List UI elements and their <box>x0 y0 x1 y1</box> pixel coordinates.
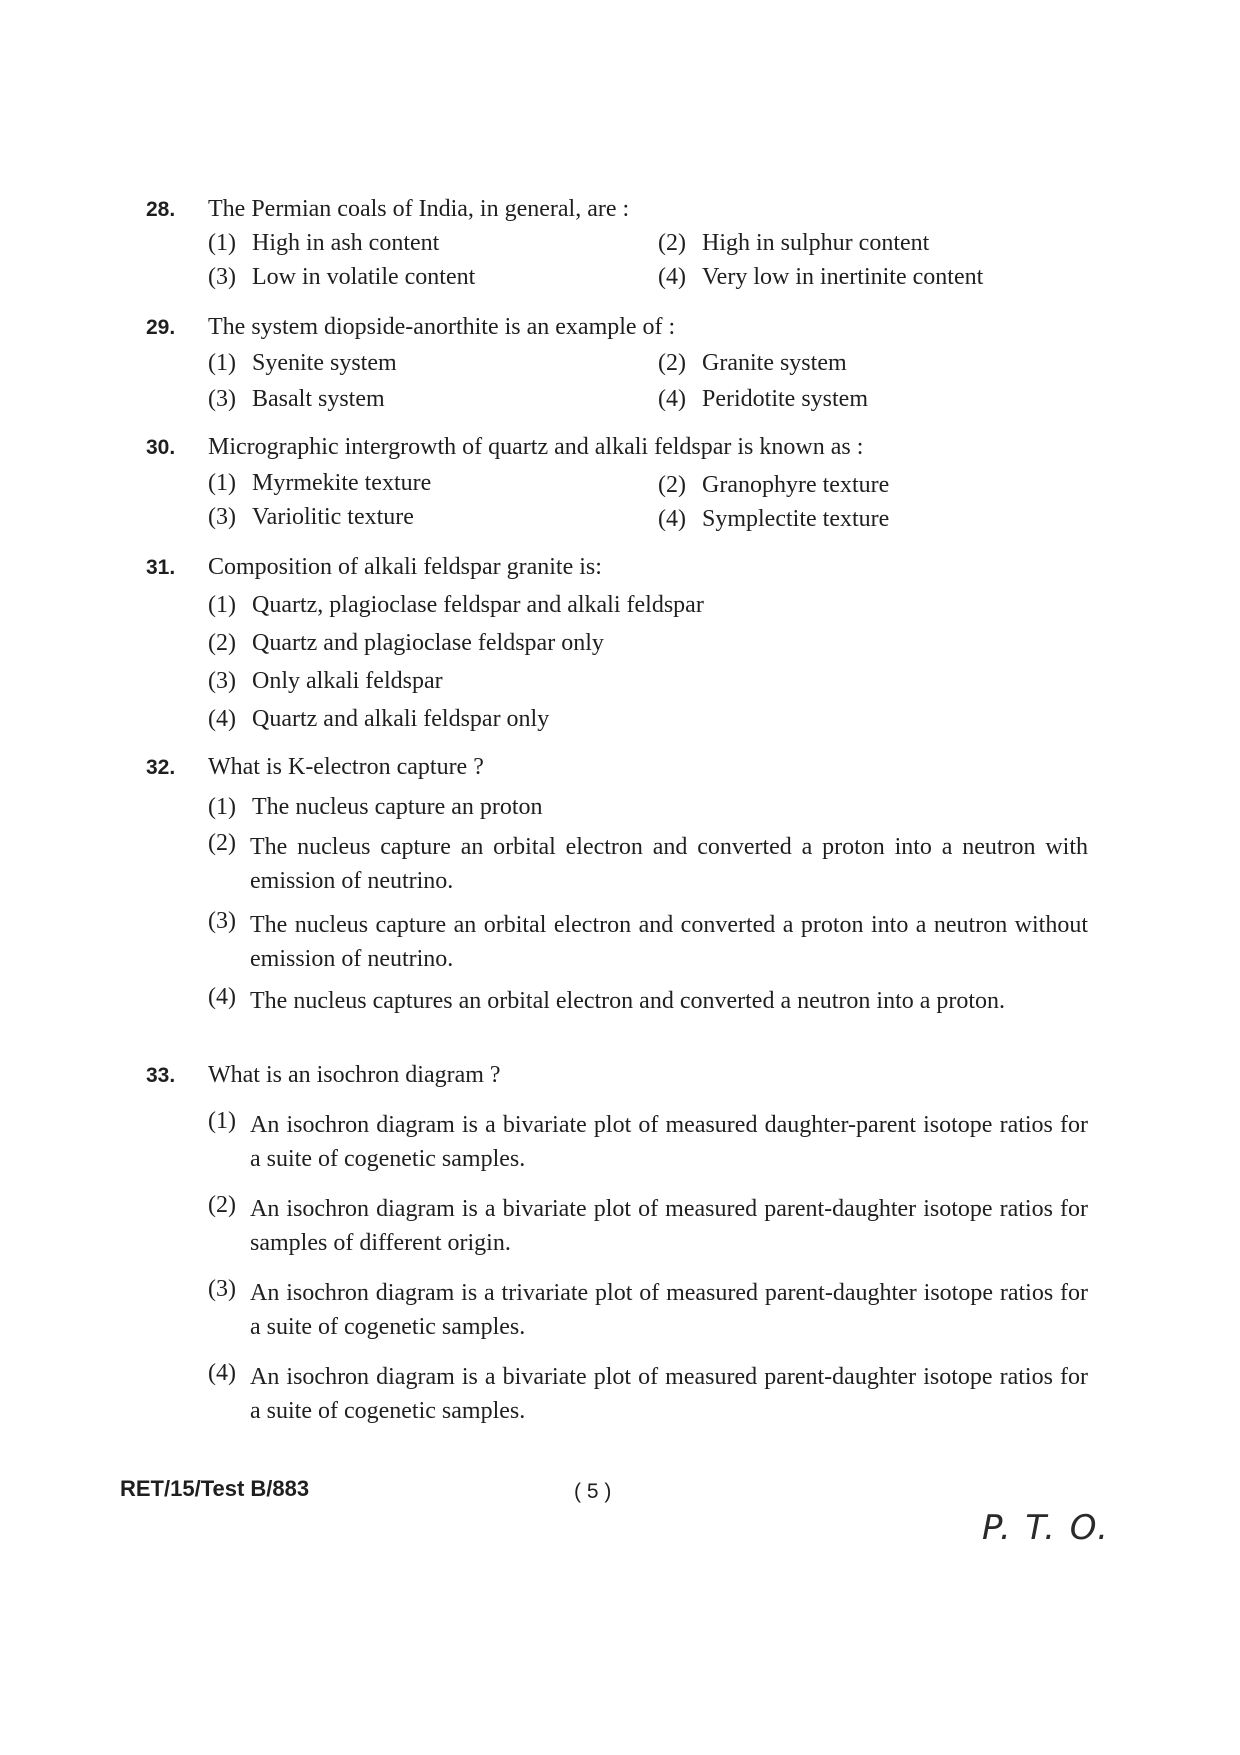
option-4 <box>658 386 868 413</box>
option-text: Low in volatile content <box>252 264 476 290</box>
option-number: (4) <box>658 386 686 412</box>
option-text: The nucleus capture an proton <box>252 794 543 820</box>
option-2 <box>208 830 1088 898</box>
option-text: An isochron diagram is a bivariate plot of measured daughter-parent isotope ratios for a suite of cogenetic samples. <box>250 1112 1088 1172</box>
option-number: (3) <box>208 908 236 934</box>
option-4 <box>658 264 983 291</box>
question-text: Composition of alkali feldspar granite is: <box>208 554 602 580</box>
option-3 <box>208 908 1088 976</box>
option-4 <box>208 706 549 733</box>
option-3 <box>208 1276 1088 1344</box>
page-number: ( 5 ) <box>574 1480 612 1503</box>
option-number: (4) <box>208 984 236 1010</box>
option-number: (1) <box>208 592 236 618</box>
option-text: Quartz, plagioclase feldspar and alkali feldspar <box>252 592 704 618</box>
option-4 <box>208 984 1088 1018</box>
option-text: High in ash content <box>252 230 440 256</box>
option-text: Symplectite texture <box>702 506 890 532</box>
option-text: Very low in inertinite content <box>702 264 984 290</box>
option-3 <box>208 504 414 531</box>
please-turn-over-note: P. T. O. <box>982 1508 1110 1548</box>
option-number: (4) <box>208 1360 236 1386</box>
option-text: The nucleus captures an orbital electron and converted a neutron into a proton. <box>250 988 1006 1014</box>
question-text: What is an isochron diagram ? <box>208 1062 501 1088</box>
option-2 <box>208 630 604 657</box>
option-number: (4) <box>208 706 236 732</box>
option-text: Quartz and alkali feldspar only <box>252 706 550 732</box>
option-text: The nucleus capture an orbital electron and converted a proton into a neutron with emission of neutrino. <box>250 834 1088 894</box>
option-text: Syenite system <box>252 350 397 376</box>
option-text: Variolitic texture <box>252 504 414 530</box>
option-text: Granophyre texture <box>702 472 890 498</box>
option-number: (2) <box>658 472 686 498</box>
question-text: What is K-electron capture ? <box>208 754 484 780</box>
option-text: Peridotite system <box>702 386 868 412</box>
option-number: (1) <box>208 470 236 496</box>
option-1 <box>208 470 431 497</box>
option-1 <box>208 1108 1088 1176</box>
option-1 <box>208 794 543 821</box>
option-number: (1) <box>208 230 236 256</box>
question-number: 28. <box>146 198 176 221</box>
option-number: (1) <box>208 350 236 376</box>
option-number: (3) <box>208 264 236 290</box>
option-2 <box>658 472 889 499</box>
question-number: 30. <box>146 436 176 459</box>
option-2 <box>208 1192 1088 1260</box>
option-4 <box>208 1360 1088 1428</box>
option-number: (3) <box>208 504 236 530</box>
option-text: An isochron diagram is a trivariate plot of measured parent-daughter isotope ratios for a suite of cogenetic samples. <box>250 1280 1088 1340</box>
option-number: (3) <box>208 668 236 694</box>
option-number: (3) <box>208 386 236 412</box>
option-2 <box>658 230 929 257</box>
option-text: High in sulphur content <box>702 230 930 256</box>
option-number: (2) <box>658 230 686 256</box>
option-2 <box>658 350 847 377</box>
option-number: (2) <box>208 630 236 656</box>
question-text: Micrographic intergrowth of quartz and alkali feldspar is known as : <box>208 434 864 460</box>
question-text: The Permian coals of India, in general, are : <box>208 196 630 222</box>
option-number: (2) <box>658 350 686 376</box>
option-number: (1) <box>208 1108 236 1134</box>
option-4 <box>658 506 889 533</box>
option-3 <box>208 668 443 695</box>
option-1 <box>208 350 397 377</box>
option-number: (4) <box>658 506 686 532</box>
booklet-code: RET/15/Test B/883 <box>120 1476 310 1501</box>
option-number: (4) <box>658 264 686 290</box>
option-1 <box>208 230 439 257</box>
option-text: Granite system <box>702 350 847 376</box>
option-text: Myrmekite texture <box>252 470 432 496</box>
question-number: 29. <box>146 316 176 339</box>
option-3 <box>208 386 385 413</box>
option-text: Basalt system <box>252 386 385 412</box>
option-text: Only alkali feldspar <box>252 668 443 694</box>
question-text: The system diopside-anorthite is an example of : <box>208 314 676 340</box>
question-number: 33. <box>146 1064 176 1087</box>
option-number: (3) <box>208 1276 236 1302</box>
option-number: (2) <box>208 830 236 856</box>
question-number: 32. <box>146 756 176 779</box>
option-text: An isochron diagram is a bivariate plot of measured parent-daughter isotope ratios for samples of different origin. <box>250 1196 1088 1256</box>
option-text: Quartz and plagioclase feldspar only <box>252 630 604 656</box>
option-text: The nucleus capture an orbital electron and converted a proton into a neutron without emission of neutrino. <box>250 912 1088 972</box>
option-number: (1) <box>208 794 236 820</box>
option-1 <box>208 592 704 619</box>
option-number: (2) <box>208 1192 236 1218</box>
question-number: 31. <box>146 556 176 579</box>
option-3 <box>208 264 475 291</box>
option-text: An isochron diagram is a bivariate plot of measured parent-daughter isotope ratios for a suite of cogenetic samples. <box>250 1364 1088 1424</box>
